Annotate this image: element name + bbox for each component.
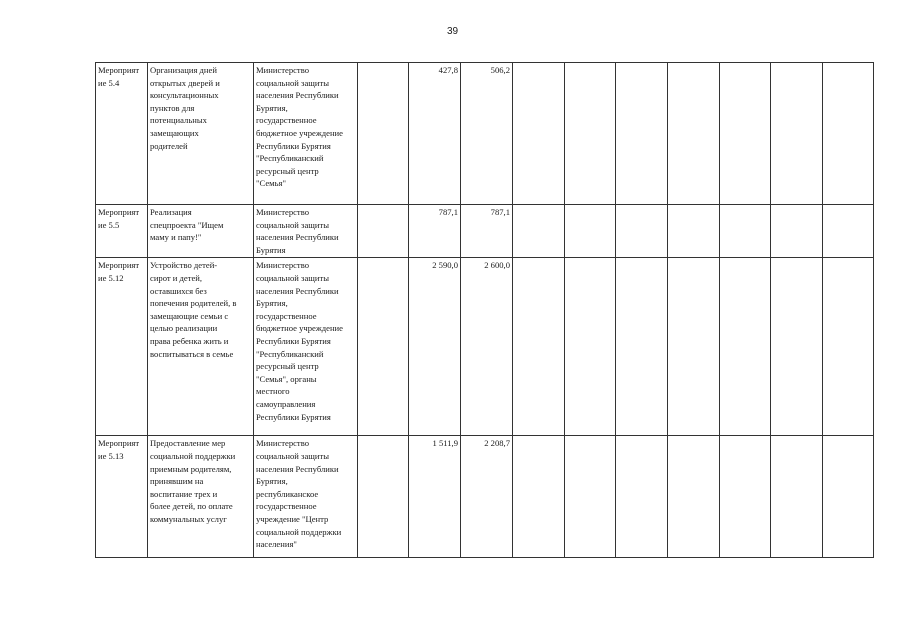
value-cell-2: 506,2	[461, 63, 513, 205]
empty-cell	[358, 436, 409, 558]
empty-cell	[616, 63, 668, 205]
empty-cell	[720, 436, 771, 558]
table-row	[96, 258, 874, 436]
empty-cell	[720, 63, 771, 205]
empty-cell	[668, 205, 720, 258]
value-cell-2: 2 208,7	[461, 436, 513, 558]
empty-cell	[513, 63, 565, 205]
empty-cell	[771, 258, 823, 436]
measure-code: Мероприят ие 5.5	[96, 205, 148, 258]
measure-executor: Министерство социальной защиты населения Республики Бурятия	[254, 205, 358, 258]
value-cell-2: 787,1	[461, 205, 513, 258]
empty-cell	[616, 436, 668, 558]
empty-cell	[720, 258, 771, 436]
measures-table	[95, 62, 874, 558]
value-cell-1: 1 511,9	[409, 436, 461, 558]
value-cell-1: 2 590,0	[409, 258, 461, 436]
measure-executor: Министерство социальной защиты населения Республики Бурятия, государственное бюджетное учреждение Республики Бурятия "Республиканский ресурсный центр "Семья"	[254, 63, 358, 205]
empty-cell	[358, 258, 409, 436]
measure-name: Реализация спецпроекта "Ищем маму и папу!"	[148, 205, 254, 258]
empty-cell	[616, 205, 668, 258]
measure-name: Предоставление мер социальной поддержки приемным родителям, принявшим на воспитание трех и более детей, по оплате коммунальных услуг	[148, 436, 254, 558]
measure-code: Мероприят ие 5.13	[96, 436, 148, 558]
page-number: 39	[446, 26, 459, 37]
empty-cell	[565, 436, 616, 558]
empty-cell	[513, 205, 565, 258]
measure-code: Мероприят ие 5.4	[96, 63, 148, 205]
measure-code: Мероприят ие 5.12	[96, 258, 148, 436]
empty-cell	[771, 205, 823, 258]
table-row	[96, 436, 874, 558]
value-cell-1: 427,8	[409, 63, 461, 205]
empty-cell	[823, 205, 874, 258]
empty-cell	[565, 63, 616, 205]
measure-executor: Министерство социальной защиты населения Республики Бурятия, государственное бюджетное учреждение Республики Бурятия "Республиканский ресурсный центр "Семья", органы местного самоуправления Республики Бурятия	[254, 258, 358, 436]
table-row	[96, 205, 874, 258]
empty-cell	[358, 205, 409, 258]
empty-cell	[771, 436, 823, 558]
empty-cell	[513, 258, 565, 436]
empty-cell	[823, 436, 874, 558]
empty-cell	[668, 436, 720, 558]
measure-name: Организация дней открытых дверей и консультационных пунктов для потенциальных замещающих родителей	[148, 63, 254, 205]
empty-cell	[565, 205, 616, 258]
measure-name: Устройство детей- сирот и детей, оставшихся без попечения родителей, в замещающие семьи с целью реализации права ребенка жить и воспитываться в семье	[148, 258, 254, 436]
empty-cell	[823, 63, 874, 205]
measure-executor: Министерство социальной защиты населения Республики Бурятия, республиканское государственное учреждение "Центр социальной поддержки населения"	[254, 436, 358, 558]
empty-cell	[668, 258, 720, 436]
empty-cell	[823, 258, 874, 436]
value-cell-2: 2 600,0	[461, 258, 513, 436]
empty-cell	[565, 258, 616, 436]
empty-cell	[513, 436, 565, 558]
table-row	[96, 63, 874, 205]
value-cell-1: 787,1	[409, 205, 461, 258]
empty-cell	[668, 63, 720, 205]
empty-cell	[616, 258, 668, 436]
empty-cell	[358, 63, 409, 205]
empty-cell	[720, 205, 771, 258]
empty-cell	[771, 63, 823, 205]
